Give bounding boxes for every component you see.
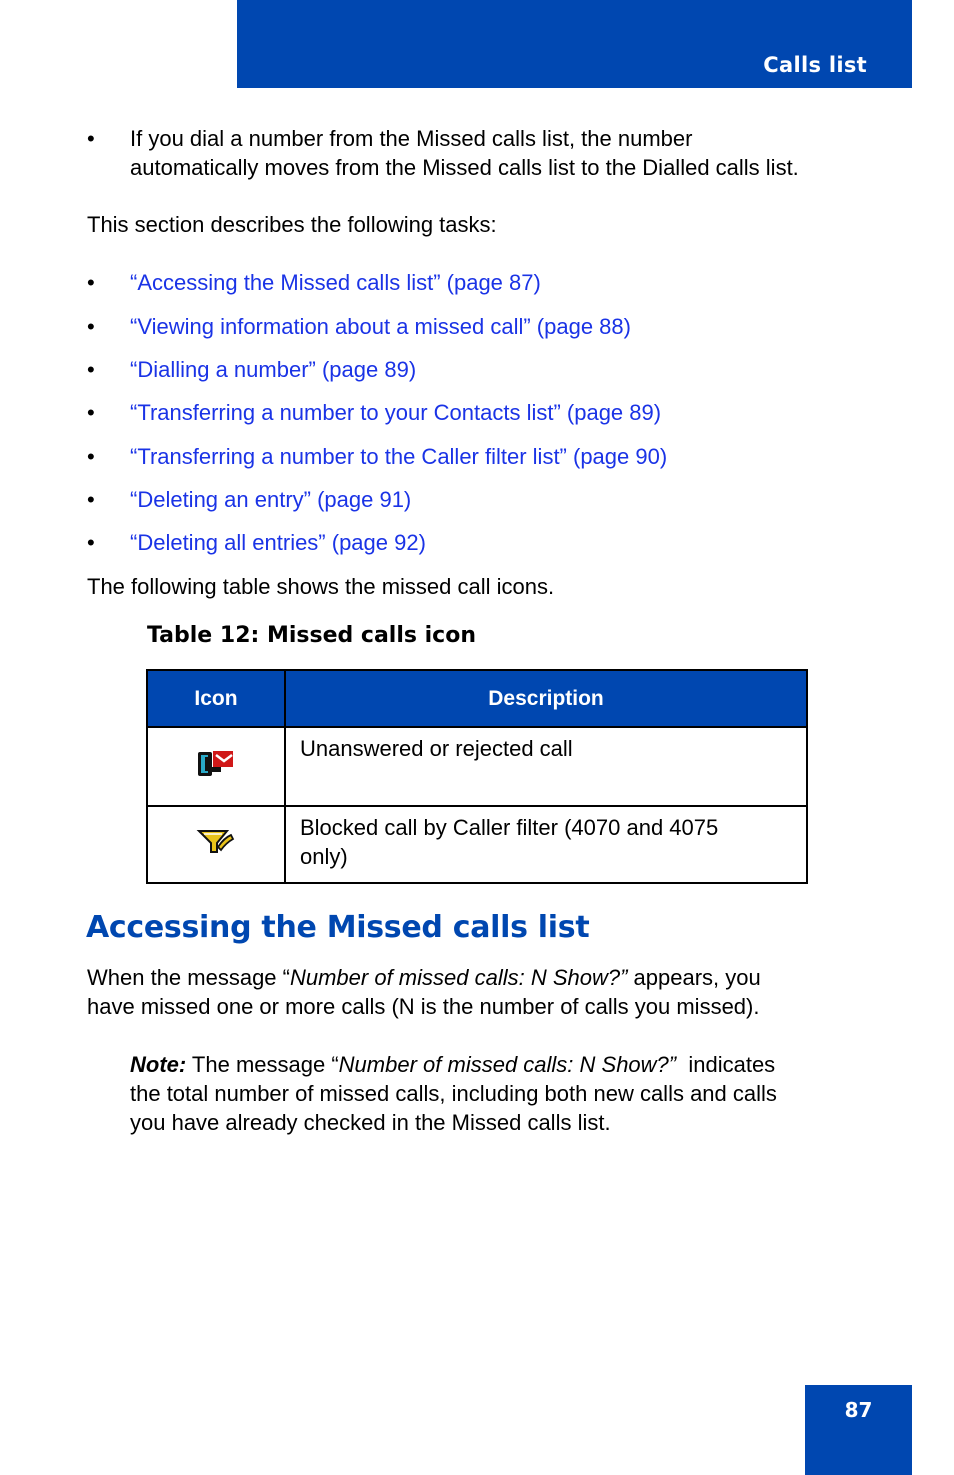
paragraph-italic-message: Number of missed calls: N Show?”	[289, 965, 628, 990]
icon-cell	[147, 727, 285, 806]
task-link-viewing[interactable]: “Viewing information about a missed call” (page 88)	[130, 314, 631, 339]
description-cell	[285, 727, 807, 806]
page-number: 87	[844, 1398, 873, 1422]
task-link-dialling[interactable]: “Dialling a number” (page 89)	[130, 357, 417, 382]
intro-bullet-line2: automatically moves from the Missed calls list to the Dialled calls list.	[130, 155, 799, 180]
task-link-transfer-contacts[interactable]: “Transferring a number to your Contacts list” (page 89)	[130, 400, 662, 425]
icon-cell	[147, 806, 285, 883]
note-label: Note:	[130, 1052, 187, 1077]
column-header-icon: Icon	[147, 670, 285, 727]
paragraph-text: appears, you	[627, 965, 761, 990]
note-line3: you have already checked in the Missed calls list.	[130, 1110, 611, 1135]
column-header-description: Description	[285, 670, 807, 727]
section-paragraph-line1	[87, 963, 761, 992]
task-link-deleting-entry[interactable]: “Deleting an entry” (page 91)	[130, 487, 412, 512]
section-paragraph-line2: have missed one or more calls (N is the number of calls you missed).	[87, 994, 760, 1019]
table-header-row	[147, 670, 807, 727]
description-cell	[285, 806, 807, 883]
intro-bullet-line1: If you dial a number from the Missed calls list, the number	[130, 126, 693, 151]
bullet-marker: •	[87, 487, 95, 512]
page-number-box	[805, 1385, 912, 1475]
note-text: The message “	[186, 1052, 339, 1077]
table-caption: Table 12: Missed calls icon	[147, 623, 476, 648]
bullet-marker: •	[87, 444, 95, 469]
table-row	[147, 727, 807, 806]
missed-calls-icon-table	[146, 669, 808, 884]
task-link-deleting-all[interactable]: “Deleting all entries” (page 92)	[130, 530, 426, 555]
running-header-title: Calls list	[763, 53, 867, 77]
row-description: Unanswered or rejected call	[300, 736, 573, 761]
bullet-marker: •	[87, 530, 95, 555]
missed-call-icon	[196, 747, 236, 779]
paragraph-text: When the message “	[87, 965, 290, 990]
note-text: indicates	[676, 1052, 776, 1077]
bullet-marker: •	[87, 126, 95, 151]
note-italic-message: Number of missed calls: N Show?”	[338, 1052, 677, 1077]
tasks-intro: This section describes the following tasks:	[87, 212, 497, 237]
bullet-marker: •	[87, 314, 95, 339]
row-description-line2: only)	[300, 844, 348, 869]
task-link-transfer-caller-filter[interactable]: “Transferring a number to the Caller filter list” (page 90)	[130, 444, 668, 469]
note-line1	[130, 1050, 775, 1079]
bullet-marker: •	[87, 270, 95, 295]
bullet-marker: •	[87, 357, 95, 382]
caller-filter-icon	[196, 826, 236, 856]
task-link-accessing[interactable]: “Accessing the Missed calls list” (page 87)	[130, 270, 541, 295]
note-line2: the total number of missed calls, including both new calls and calls	[130, 1081, 777, 1106]
section-heading: Accessing the Missed calls list	[86, 910, 590, 945]
row-description-line1: Blocked call by Caller filter (4070 and 4075	[300, 815, 719, 840]
table-intro: The following table shows the missed call icons.	[87, 574, 555, 599]
table-row	[147, 806, 807, 883]
bullet-marker: •	[87, 400, 95, 425]
header-bar	[237, 0, 912, 88]
